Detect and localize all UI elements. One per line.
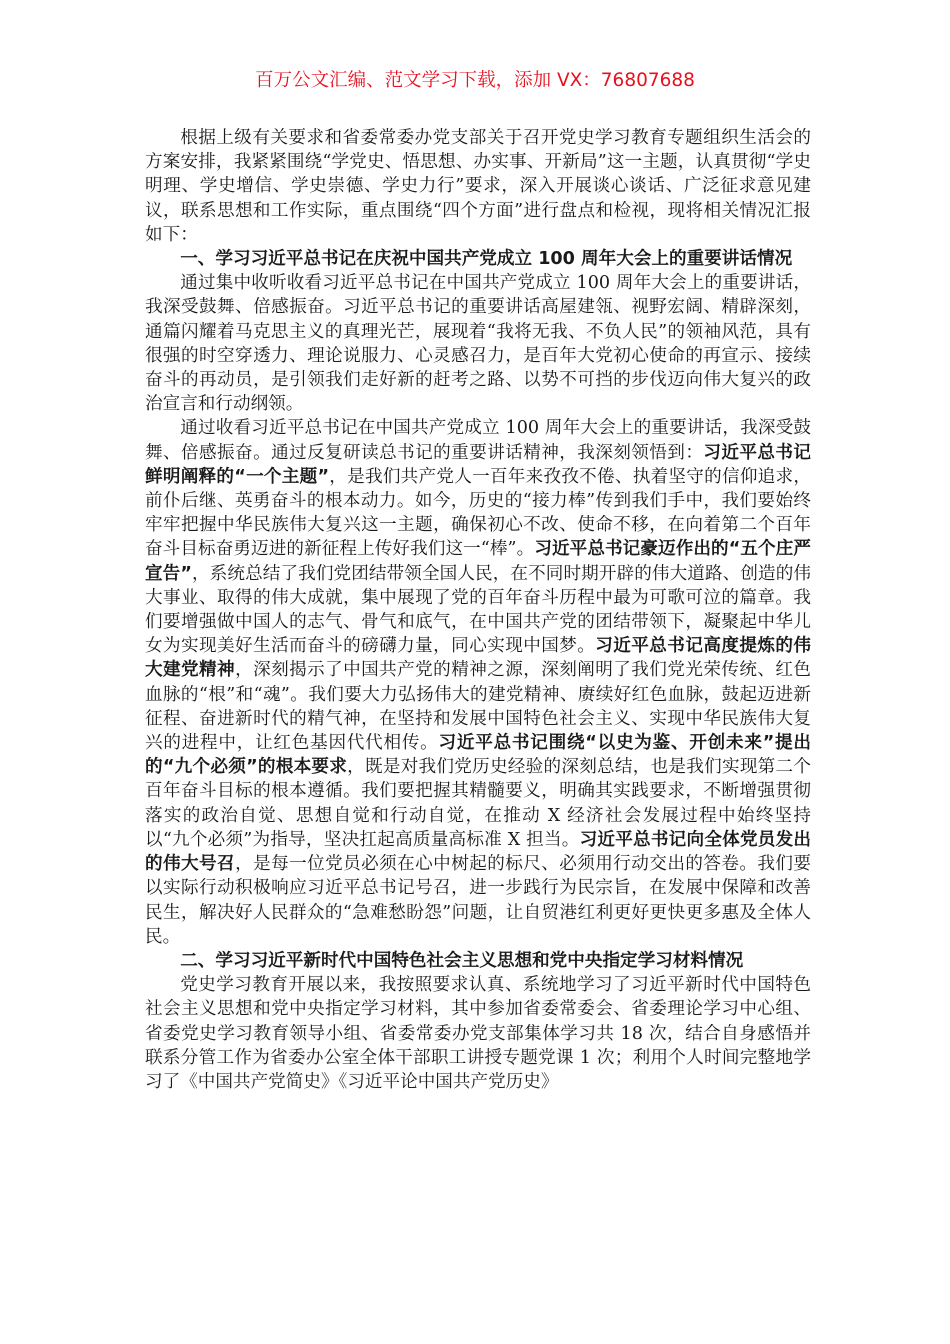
watermark-header: 百万公文汇编、范文学习下载，添加 VX：76807688 <box>255 70 695 91</box>
section-1-heading: 一、学习习近平总书记在庆祝中国共产党成立 100 周年大会上的重要讲话情况 <box>180 249 793 270</box>
bold-run: 习近平总书记豪迈作出的“五个庄严宣告” <box>145 539 811 584</box>
text-run: ，既是对我们党历史经验的深刻总结，也是我们实现第二个百年奋斗目标的根本遵循。我们要把握其精髓要义，明确其实践要求，不断增强贯彻落实的政治自觉、思想自觉和行动自觉，在推动 X 经济社会发展过程中始终坚持以“九个必须”为指导，坚决扛起高质量高标准 X 担当。 <box>145 757 811 850</box>
text-run: 通过收看习近平总书记在中国共产党成立 100 周年大会上的重要讲话，我深受鼓舞、倍感振奋。通过反复研读总书记的重要讲话精神，我深刻领悟到： <box>145 418 811 463</box>
document-body <box>145 126 811 1094</box>
bold-run: 习近平总书记围绕“以史为鉴、开创未来”提出的“九个必须”的根本要求 <box>145 733 811 778</box>
section-2-paragraph-1: 党史学习教育开展以来，我按照要求认真、系统地学习了习近平新时代中国特色社会主义思想和党中央指定学习材料，其中参加省委常委会、省委理论学习中心组、省委党史学习教育领导小组、省委常委办党支部集体学习共 18 次，结合自身感悟并联系分管工作为省委办公室全体干部职工讲授专题党课 1 次；利用个人时间完整地学习了《中国共产党简史》《习近平论中国共产党历史》 <box>145 975 811 1092</box>
bold-run: 习近平总书记向全体党员发出的伟大号召 <box>145 829 811 875</box>
section-1-paragraph-2 <box>145 416 811 948</box>
section-2-heading: 二、学习习近平新时代中国特色社会主义思想和党中央指定学习材料情况 <box>180 950 744 971</box>
text-run: ，深刻揭示了中国共产党的精神之源，深刻阐明了我们党光荣传统、红色血脉的“根”和“魂”。我们要大力弘扬伟大的建党精神、赓续好红色血脉，鼓起迈进新征程、奋进新时代的精气神，在坚持和发展中国特色社会主义、实现中华民族伟大复兴的进程中，让红色基因代代相传。 <box>145 660 811 754</box>
bold-run: 习近平总书记高度提炼的伟大建党精神 <box>145 636 811 681</box>
intro-paragraph: 根据上级有关要求和省委常委办党支部关于召开党史学习教育专题组织生活会的方案安排，我紧紧围绕“学党史、悟思想、办实事、开新局”这一主题，认真贯彻“学史明理、学史增信、学史崇德、学史力行”要求，深入开展谈心谈话、广泛征求意见建议，联系思想和工作实际，重点围绕“四个方面”进行盘点和检视，现将相关情况汇报如下： <box>145 128 811 245</box>
text-run: ，是我们共产党人一百年来孜孜不倦、执着坚守的信仰追求，前仆后继、英勇奋斗的根本动力。如今，历史的“接力棒”传到我们手中，我们要始终牢牢把握中华民族伟大复兴这一主题，确保初心不改、使命不移，在向着第二个百年奋斗目标奋勇迈进的新征程上传好我们这一“棒”。 <box>145 466 811 560</box>
text-run: ，系统总结了我们党团结带领全国人民，在不同时期开辟的伟大道路、创造的伟大事业、取得的伟大成就，集中展现了党的百年奋斗历程中最为可歌可泣的篇章。我们要增强做中国人的志气、骨气和底气，在中国共产党的团结带领下，凝聚起中华儿女为实现美好生活而奋斗的磅礴力量，同心实现中国梦。 <box>145 563 811 657</box>
text-run: ，是每一位党员必须在心中树起的标尺、必须用行动交出的答卷。我们要以实际行动积极响应习近平总书记号召，进一步践行为民宗旨，在发展中保障和改善民生，解决好人民群众的“急难愁盼怨”问题，让自贸港红利更好更快更多惠及全体人民。 <box>145 854 811 947</box>
section-1-paragraph-1: 通过集中收听收看习近平总书记在中国共产党成立 100 周年大会上的重要讲话，我深受鼓舞、倍感振奋。习近平总书记的重要讲话高屋建瓴、视野宏阔、精辟深刻，通篇闪耀着马克思主义的真理光芒，展现着“我将无我、不负人民”的领袖风范，具有很强的时空穿透力、理论说服力、心灵感召力，是百年大党初心使命的再宣示、接续奋斗的再动员，是引领我们走好新的赶考之路、以势不可挡的步伐迈向伟大复兴的政治宣言和行动纲领。 <box>145 273 811 415</box>
bold-run: 习近平总书记鲜明阐释的“一个主题” <box>145 442 811 487</box>
